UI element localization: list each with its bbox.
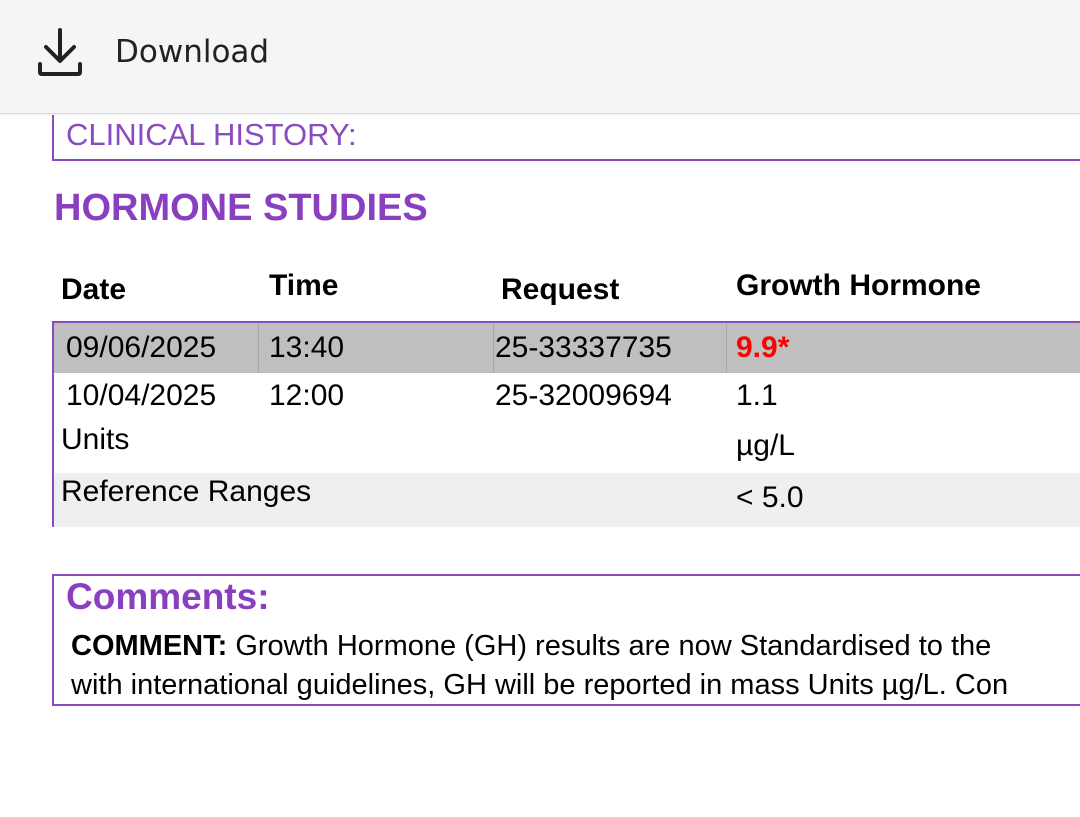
toolbar [0, 0, 1080, 114]
units-row [54, 421, 1080, 473]
units-label: Units [61, 423, 130, 456]
row-growth-hormone-value: 9.9* [736, 331, 790, 364]
row-time: 13:40 [269, 331, 345, 364]
clinical-history-label: CLINICAL HISTORY: [66, 117, 357, 152]
download-label: Download [115, 34, 270, 70]
comment-prefix: COMMENT: [71, 630, 228, 662]
units-value: µg/L [736, 429, 795, 462]
row-request: 25-32009694 [495, 379, 672, 412]
column-header-time: Time [269, 269, 339, 302]
comment-line-2: with international guidelines, GH will be reported in mass Units µg/L. Con [71, 669, 1009, 701]
report-document [0, 115, 1080, 817]
column-header-growth-hormone: Growth Hormone [736, 269, 981, 302]
reference-range-value: < 5.0 [736, 481, 804, 514]
download-icon [30, 22, 90, 82]
download-button[interactable] [30, 14, 269, 90]
results-table [52, 321, 1080, 527]
table-row [54, 373, 1080, 421]
row-date: 10/04/2025 [66, 379, 217, 412]
column-header-request: Request [501, 273, 620, 306]
row-growth-hormone-value: 1.1 [736, 379, 778, 412]
column-header-date: Date [61, 273, 127, 306]
comment-text-1: Growth Hormone (GH) results are now Standardised to the [227, 630, 992, 662]
comments-box [52, 574, 1080, 706]
comment-line-1 [71, 630, 991, 663]
reference-range-label: Reference Ranges [61, 475, 312, 508]
section-title: HORMONE STUDIES [54, 187, 428, 229]
clinical-history-box [52, 115, 1080, 161]
row-request: 25-33337735 [495, 331, 672, 364]
row-time: 12:00 [269, 379, 345, 412]
reference-range-row [54, 473, 1080, 527]
table-row [54, 323, 1080, 373]
row-date: 09/06/2025 [66, 331, 217, 364]
comments-title: Comments: [66, 576, 270, 617]
